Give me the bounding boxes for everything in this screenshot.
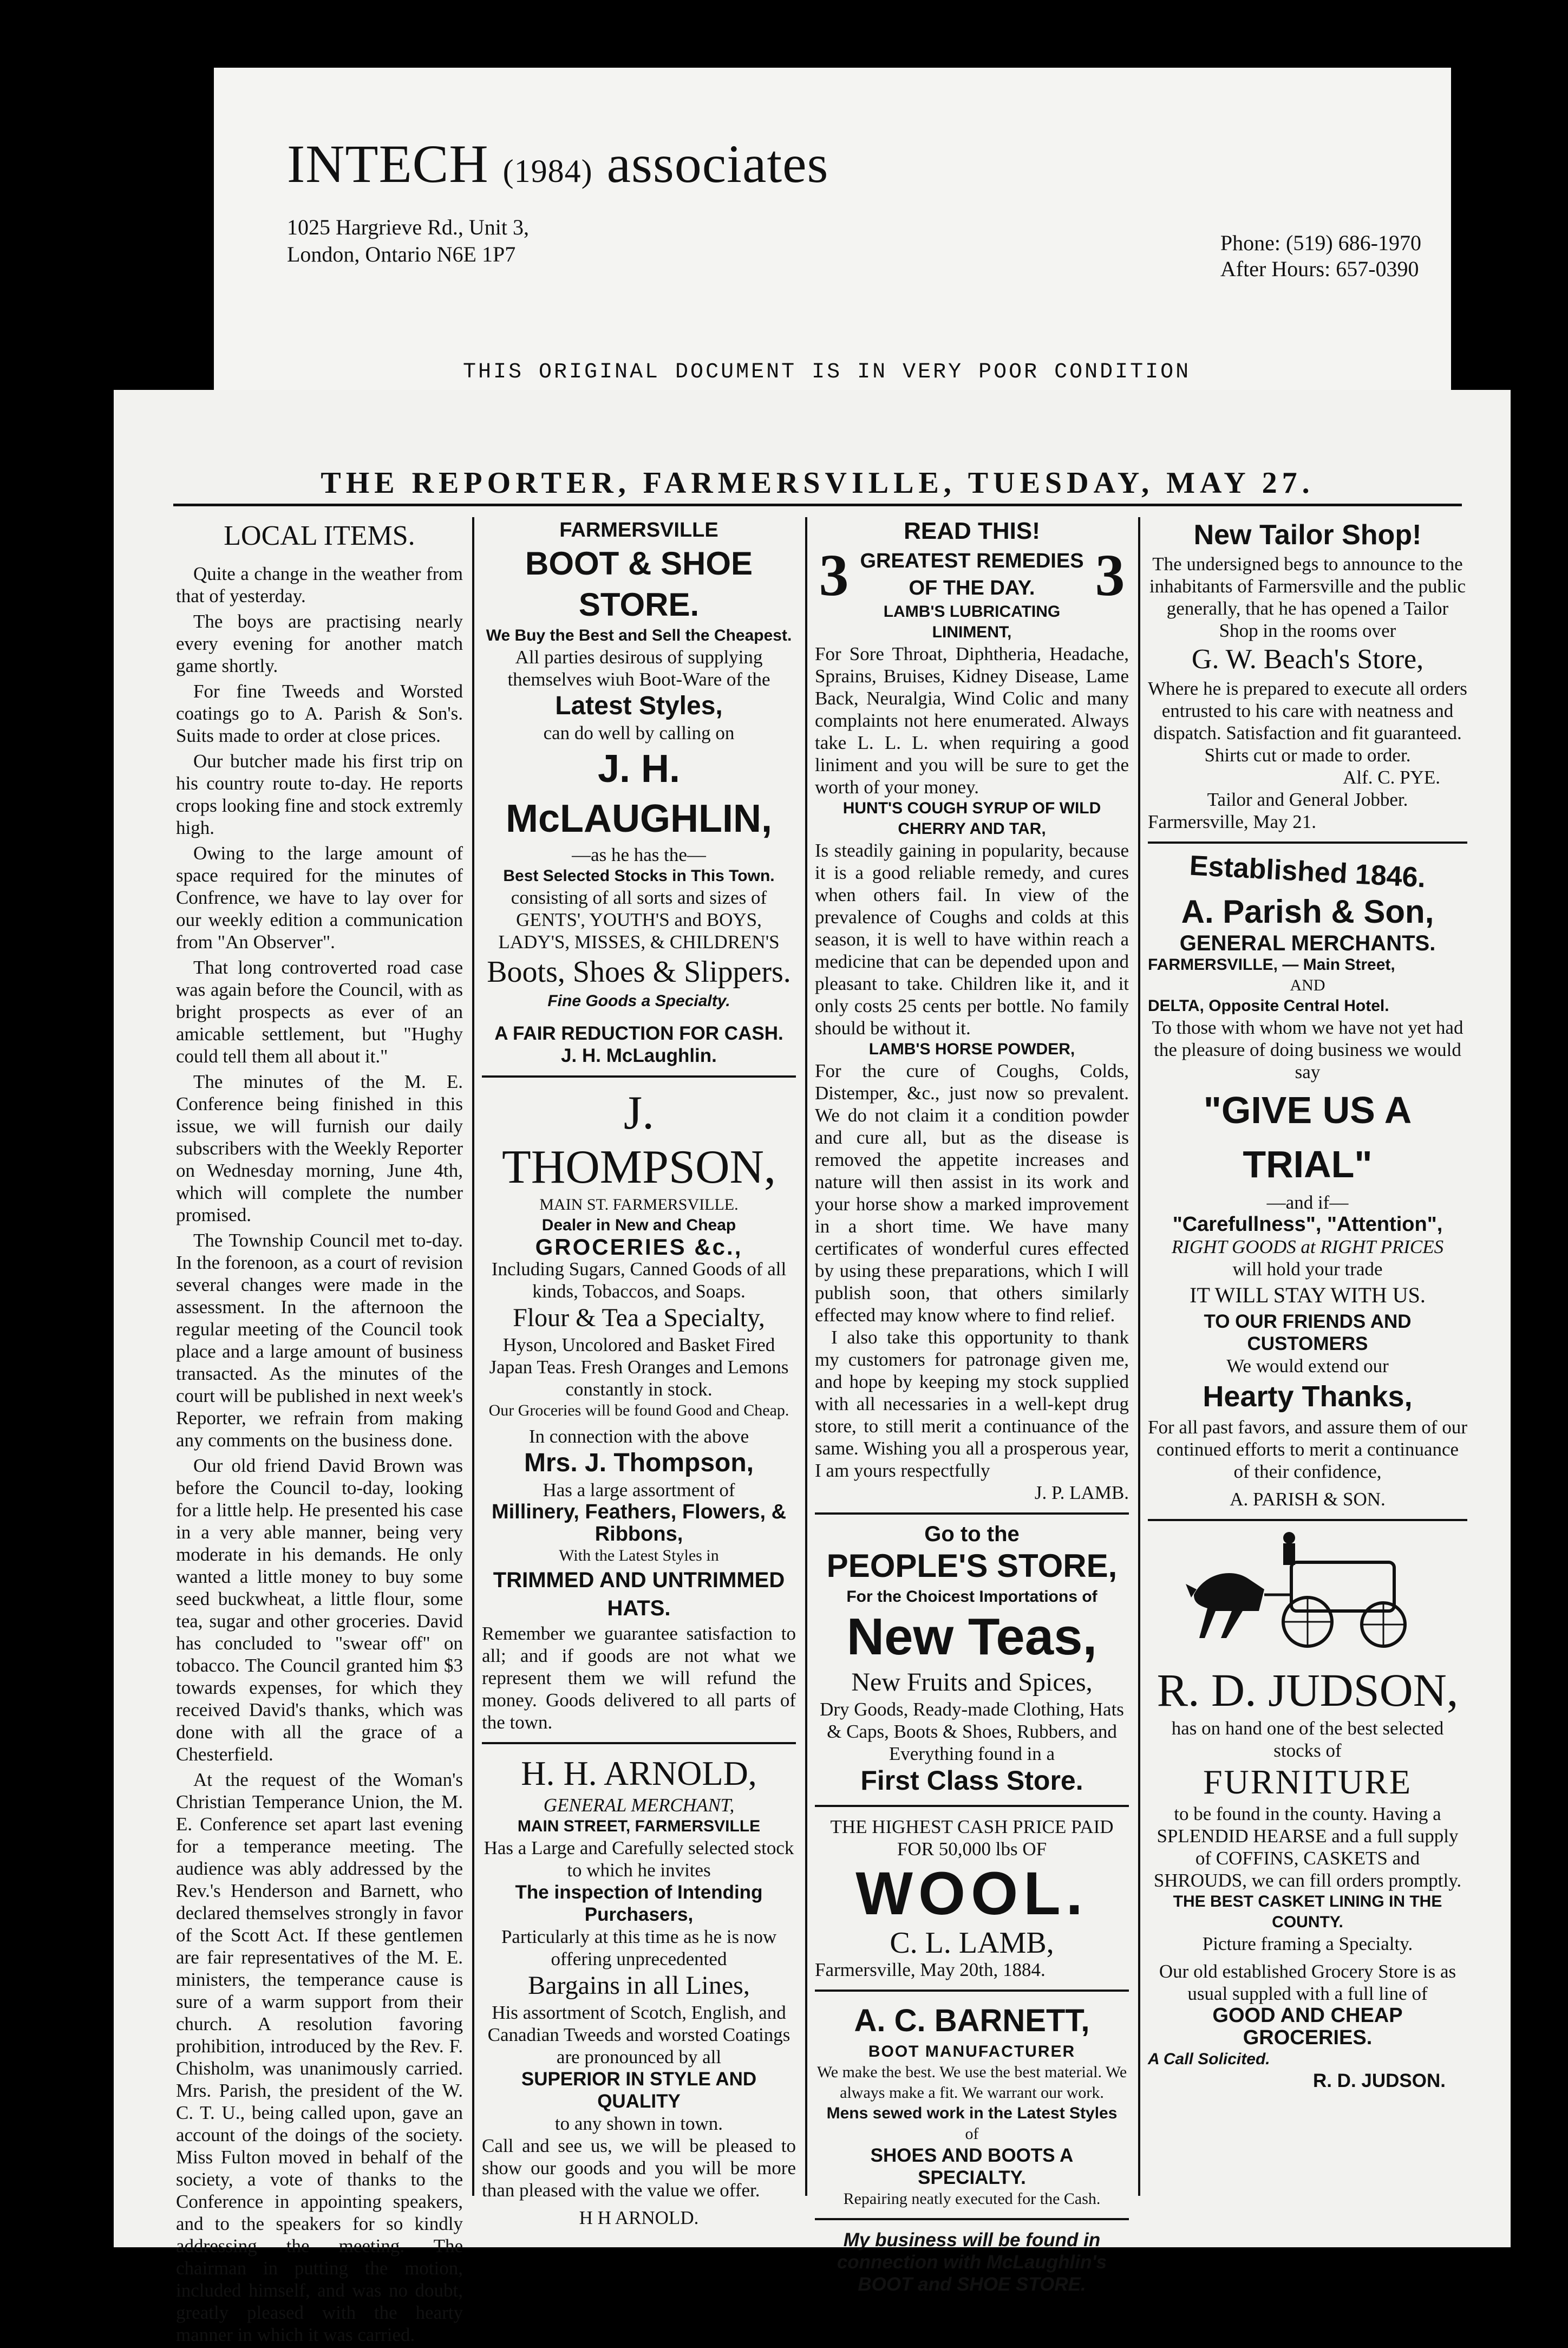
column-rule	[805, 517, 807, 2196]
arnold-ad	[482, 1753, 796, 2229]
local-items-title: LOCAL ITEMS.	[224, 520, 415, 551]
ad-body: can do well by calling on	[543, 722, 735, 743]
ad-headline: Established 1846.	[1188, 850, 1427, 894]
ad-divider	[815, 1805, 1129, 1807]
ad-headline: SHOES AND BOOTS A SPECIALTY.	[870, 2145, 1074, 2188]
ad-line: GENERAL MERCHANT,	[543, 1795, 735, 1816]
ad-headline: BOOT & SHOE STORE.	[525, 545, 753, 623]
local-item: At the request of the Woman's Christian Temperance Union, the M. E. Conference set apart last evening for a temperance meeting. The audience was ably addressed by the Rev.'s Henderson and Barnett, who declared themselves strongly in favor of the Scott Act. If these gentlemen are fair representatives of the M. E. ministers, the temperance cause is sure of a warm support from their church. A resolution favoring prohibition, introduced by the Rev. F. Chisholm, was unanimously carried. Mrs. Parish, the president of the W. C. T. U., being called upon, gave an account of the doings of the society. Miss Fulton moved in behalf of the society, a vote of thanks to the Conference in appointing speakers, and to the speakers for so kindly addressing the meeting. The chairman in putting the motion, included himself, and was no doubt, greatly pleased with the hearty manner in which it was carried.	[176, 1769, 463, 2345]
ad-line: THE BEST CASKET LINING IN THE COUNTY.	[1173, 1893, 1442, 1931]
ad-divider	[815, 1990, 1129, 1992]
ad-line: Repairing neatly executed for the Cash.	[843, 2190, 1101, 2208]
tailor-ad	[1148, 517, 1467, 833]
parish-ad	[1148, 852, 1467, 1510]
ad-line: AND	[1290, 976, 1325, 994]
ad-body: to be found in the county. Having a SPLENDID HEARSE and a full supply of COFFINS, CASKETS and SHROUDS, we can fill orders promptly.	[1153, 1803, 1462, 1891]
ad-headline: R. D. JUDSON,	[1157, 1664, 1459, 1716]
ad-body: Has a Large and Carefully selected stock to which he invites	[484, 1837, 794, 1881]
ad-headline: A. C. BARNETT,	[854, 2003, 1090, 2038]
ad-line: BOOT MANUFACTURER	[868, 2043, 1076, 2060]
local-item: The Township Council met to-day. In the forenoon, as a court of revision several changes were made in the assessment. In the afternoon the regular meeting of the Council took place and a large amount of business transacted. As the minutes of the court will be published in next week's Reporter, we refrain from making any comments on the business done.	[176, 1230, 463, 1451]
ad-line: Shirts cut or made to order.	[1204, 745, 1411, 766]
ad-line: "Carefullness", "Attention",	[1172, 1213, 1443, 1236]
mclaughlin-ad	[482, 517, 796, 1067]
ad-headline: GROCERIES &c.,	[535, 1234, 743, 1260]
ad-signature: Alf. C. PYE.	[1343, 767, 1440, 788]
ad-line: LAMB'S LUBRICATING LINIMENT,	[883, 603, 1061, 641]
ad-divider	[482, 1075, 796, 1078]
ad-headline: C. L. LAMB,	[890, 1926, 1054, 1960]
ad-body: The undersigned begs to announce to the inhabitants of Farmersville and the public generally, that he has opened a Tailor Shop in the rooms over	[1149, 553, 1466, 641]
ad-body: THE HIGHEST CASH PRICE PAID FOR 50,000 lbs OF	[830, 1816, 1114, 1860]
ad-line: Farmersville, May 21.	[1148, 811, 1317, 832]
ad-line: RIGHT GOODS at RIGHT PRICES	[1171, 1236, 1444, 1257]
ad-body: Dry Goods, Ready-made Clothing, Hats & Caps, Boots & Shoes, Rubbers, and Everything found in a	[820, 1699, 1124, 1764]
barnett-ad	[815, 2000, 1129, 2295]
ad-line: —and if—	[1266, 1192, 1349, 1213]
ad-headline: New Teas,	[846, 1608, 1097, 1666]
ad-numeral: 3	[819, 542, 849, 608]
judson-ad	[1148, 1530, 1467, 2092]
local-item: That long controverted road case was again before the Council, with as bright prospects as ever of an amicable settlement, but "Hughy could tell them all about it."	[176, 957, 463, 1067]
ad-headline: First Class Store.	[860, 1765, 1083, 1796]
lamb-remedies-ad	[815, 517, 1129, 1504]
local-item: Owing to the large amount of space required for the minutes of Confrence, we have to lay over for our weekly edition a communication from "An Observer".	[176, 843, 463, 953]
ad-divider	[815, 1512, 1129, 1515]
ad-body: —as he has the—	[572, 844, 706, 865]
ad-line: HUNT'S COUGH SYRUP OF WILD CHERRY AND TAR,	[842, 799, 1101, 838]
ad-body: In connection with the above	[528, 1426, 749, 1447]
ad-line: Fine Goods a Specialty.	[547, 992, 730, 1010]
ad-body: For Sore Throat, Diphtheria, Headache, Sprains, Bruises, Kidney Disease, Lame Back, Neuralgia, Wind Colic and many complaints not here enumerated. Always take L. L. L. when requiring a good liniment and you will be sure to get the worth of your money.	[815, 643, 1129, 798]
ad-headline: FURNITURE	[1203, 1763, 1413, 1801]
ad-headline: "GIVE US A TRIAL"	[1203, 1089, 1412, 1185]
ad-headline: J. H. McLAUGHLIN,	[506, 747, 772, 840]
ad-line: MAIN STREET, FARMERSVILLE	[517, 1817, 761, 1835]
ad-body: For all past favors, and assure them of our continued efforts to merit a continuance of their confidence,	[1148, 1417, 1467, 1482]
wool-ad	[815, 1816, 1129, 1981]
ad-headline: Latest Styles,	[555, 692, 723, 720]
ad-body: Including Sugars, Canned Goods of all kinds, Tobaccos, and Soaps.	[491, 1258, 787, 1302]
ad-headline: H. H. ARNOLD,	[521, 1754, 757, 1792]
ads-column-2	[482, 517, 796, 2228]
ad-headline: READ THIS!	[904, 518, 1040, 544]
ad-body: Is steadily gaining in popularity, because it is a good reliable remedy, and cures when others fail. In view of the prevalence of Coughs and colds at this season, it is well to have within reach a medicine that can be depended upon and pleasant to take. Children like it, and it only costs 25 cents per bottle. No family should be without it.	[815, 840, 1129, 1039]
masthead: THE REPORTER, FARMERSVILLE, TUESDAY, MAY 27.	[173, 466, 1462, 506]
ad-line: MAIN ST. FARMERSVILLE.	[539, 1196, 739, 1214]
local-item: Quite a change in the weather from that of yesterday.	[176, 563, 463, 606]
ad-headline: TRIMMED AND UNTRIMMED HATS.	[493, 1568, 785, 1620]
local-item: The minutes of the M. E. Conference being finished in this issue, we will furnish our daily subscribers with the Weekly Reporter on Wednesday morning, June 4th, which will complete the number promised.	[176, 1071, 463, 1225]
ad-body: Call and see us, we will be pleased to show our goods and you will be more than pleased with the value we offer.	[482, 2135, 796, 2201]
intech-address: 1025 Hargrieve Rd., Unit 3, London, Ontario N6E 1P7	[287, 215, 529, 266]
ad-divider	[815, 2218, 1129, 2220]
ad-headline: Hearty Thanks,	[1203, 1380, 1413, 1413]
ad-signature: J. P. LAMB.	[1034, 1482, 1129, 1503]
ad-line: Picture framing a Specialty.	[1202, 1933, 1413, 1954]
horse-carriage-illustration	[1183, 1530, 1432, 1654]
ad-headline: G. W. Beach's Store,	[1191, 644, 1424, 675]
ad-signature: A. PARISH & SON.	[1230, 1489, 1386, 1510]
ad-body: Remember we guarantee satisfaction to all; and if goods are not what we represent them we will refund the money. Goods delivered to all parts of the town.	[482, 1623, 796, 1733]
newspaper-page	[114, 390, 1511, 2345]
condition-note: THIS ORIGINAL DOCUMENT IS IN VERY POOR CONDITION	[463, 360, 1191, 384]
ad-signature: J. H. McLaughlin.	[561, 1045, 717, 1066]
ad-body: For the cure of Coughs, Colds, Distemper, &c., just now so prevalent. We do not claim it a condition powder and cure all, but as the disease is removed the appetite increases and nature will then assist in its work and your horse show a marked improvement in a short time. We have many certificates of wonderful cures effected by using these preparations, which I will publish soon, that others similarly effected may know where to find relief.	[815, 1060, 1129, 1326]
ad-line: Mens sewed work in the Latest Styles	[826, 2104, 1118, 2122]
ad-body: Where he is prepared to execute all orders entrusted to his care with neatness and dispatch. Satisfaction and fit guaranteed.	[1148, 678, 1467, 743]
local-item: The boys are practising nearly every evening for another match game shortly.	[176, 611, 463, 676]
local-item: Our old friend David Brown was before the Council to-day, looking for a little help. He presented his case in a very able manner, being very moderate in his demands. He only wanted a little money to buy some seed buckwheat, a little flour, some tea, sugar and other groceries. David has concluded to "swear off" on tobacco. The Council granted him $3 towards expenses, for which they received David's thanks, which was done with all the grace of a Chesterfield.	[176, 1455, 463, 1765]
ad-body: His assortment of Scotch, English, and Canadian Tweeds and worsted Coatings are pronounced by all	[487, 2002, 790, 2067]
ad-line: With the Latest Styles in	[559, 1547, 719, 1564]
ad-headline: J. THOMPSON,	[501, 1087, 776, 1193]
intech-cover	[214, 68, 1451, 414]
ad-line: Farmersville, May 20th, 1884.	[815, 1959, 1046, 1980]
ad-headline: Millinery, Feathers, Flowers, & Ribbons,	[491, 1501, 787, 1545]
peoples-store-ad	[815, 1523, 1129, 1796]
ad-line: A FAIR REDUCTION FOR CASH.	[494, 1023, 783, 1044]
ad-body: All parties desirous of supplying themselves wiuh Boot-Ware of the	[507, 647, 770, 690]
ad-line: Go to the	[924, 1522, 1020, 1546]
ad-line: We Buy the Best and Sell the Cheapest.	[486, 627, 792, 644]
ad-line: Dealer in New and Cheap	[541, 1216, 736, 1234]
local-item: For fine Tweeds and Worsted coatings go to A. Parish & Son's. Suits made to order at close prices.	[176, 681, 463, 746]
ad-headline: Mrs. J. Thompson,	[524, 1449, 754, 1477]
column-rule	[1138, 517, 1140, 2196]
column-rule	[472, 517, 474, 2196]
local-items-column	[176, 517, 463, 2345]
ad-line: For the Choicest Importations of	[846, 1588, 1097, 1606]
ad-divider	[1148, 1519, 1467, 1521]
ad-line: GENERAL MERCHANTS.	[1179, 931, 1436, 955]
ads-column-3	[815, 517, 1129, 2295]
ad-body: Hyson, Uncolored and Basket Fired Japan Teas. Fresh Oranges and Lemons constantly in stock.	[489, 1334, 789, 1400]
ad-line: Best Selected Stocks in This Town.	[503, 867, 775, 885]
ad-body: Has a large assortment of	[543, 1479, 735, 1501]
ad-body: consisting of all sorts and sizes of GENTS', YOUTH'S and BOYS, LADY'S, MISSES, & CHILDREN'S	[498, 887, 780, 953]
ad-headline: PEOPLE'S STORE,	[826, 1548, 1118, 1584]
ad-headline: Boots, Shoes & Slippers.	[487, 955, 791, 989]
ad-headline: Flour & Tea a Specialty,	[513, 1303, 765, 1332]
ad-signature: H H ARNOLD.	[579, 2207, 699, 2228]
ad-line: will hold your trade	[1232, 1258, 1383, 1280]
ad-line: TO OUR FRIENDS AND CUSTOMERS	[1204, 1311, 1412, 1354]
ad-line: FARMERSVILLE, — Main Street,	[1148, 956, 1395, 974]
ad-body: To those with whom we have not yet had the pleasure of doing business we would say	[1152, 1017, 1464, 1082]
ad-headline: IT WILL STAY WITH US.	[1190, 1283, 1426, 1307]
intech-brand: INTECH (1984) associates	[287, 134, 829, 194]
thompson-ad	[482, 1086, 796, 1733]
ad-headline: Bargains in all Lines,	[528, 1971, 750, 2000]
ad-line: My business will be found in connection with McLaughlin's BOOT and SHOE STORE.	[837, 2229, 1107, 2295]
ad-headline: A. Parish & Son,	[1181, 893, 1434, 930]
ad-line: Tailor and General Jobber.	[1207, 789, 1408, 810]
ad-body: Particularly at this time as he is now offering unprecedented	[501, 1926, 777, 1969]
ad-body: has on hand one of the best selected stocks of	[1171, 1718, 1444, 1761]
ad-body: We make the best. We use the best material. We always make a fit. We warrant our work.	[816, 2063, 1127, 2102]
ad-line: LAMB'S HORSE POWDER,	[868, 1040, 1075, 1058]
ad-line: DELTA, Opposite Central Hotel.	[1148, 997, 1389, 1015]
ad-headline: New Tailor Shop!	[1193, 519, 1422, 551]
ad-body: I also take this opportunity to thank my customers for patronage given me, and hope by keeping my stock supplied with all necessaries in a well-kept drug store, to still merit a continuance of the same. Wishing you all a prosperous year, I am yours respectfully	[815, 1327, 1129, 1481]
intech-phone: Phone: (519) 686-1970 After Hours: 657-0390	[1220, 231, 1421, 281]
local-item: Our butcher made his first trip on his country route to-day. He reports crops looking fine and stock extremly high.	[176, 751, 463, 838]
ad-headline: WOOL.	[855, 1860, 1088, 1927]
ad-line: We would extend our	[1226, 1355, 1389, 1377]
ad-numeral: 3	[1095, 542, 1125, 608]
ads-column-4	[1148, 517, 1467, 2201]
ad-line: A Call Solicited.	[1148, 2050, 1270, 2068]
ad-divider	[1148, 842, 1467, 844]
ad-line: Our Groceries will be found Good and Cheap.	[488, 1401, 789, 1419]
ad-line: FARMERSVILLE	[559, 519, 718, 542]
ad-headline: SUPERIOR IN STYLE AND QUALITY	[521, 2069, 757, 2112]
ad-headline: The inspection of Intending Purchasers,	[515, 1882, 763, 1925]
ad-body: to any shown in town.	[554, 2113, 723, 2134]
ad-headline: New Fruits and Spices,	[851, 1668, 1093, 1697]
ad-divider	[482, 1742, 796, 1744]
ad-headline: GOOD AND CHEAP GROCERIES.	[1212, 2004, 1403, 2049]
ad-headline: GREATEST REMEDIES OF THE DAY.	[860, 550, 1084, 599]
ad-body: Our old established Grocery Store is as usual suppled with a full line of	[1159, 1961, 1456, 2004]
ad-line: of	[965, 2125, 979, 2143]
ad-signature: R. D. JUDSON.	[1312, 2070, 1446, 2091]
